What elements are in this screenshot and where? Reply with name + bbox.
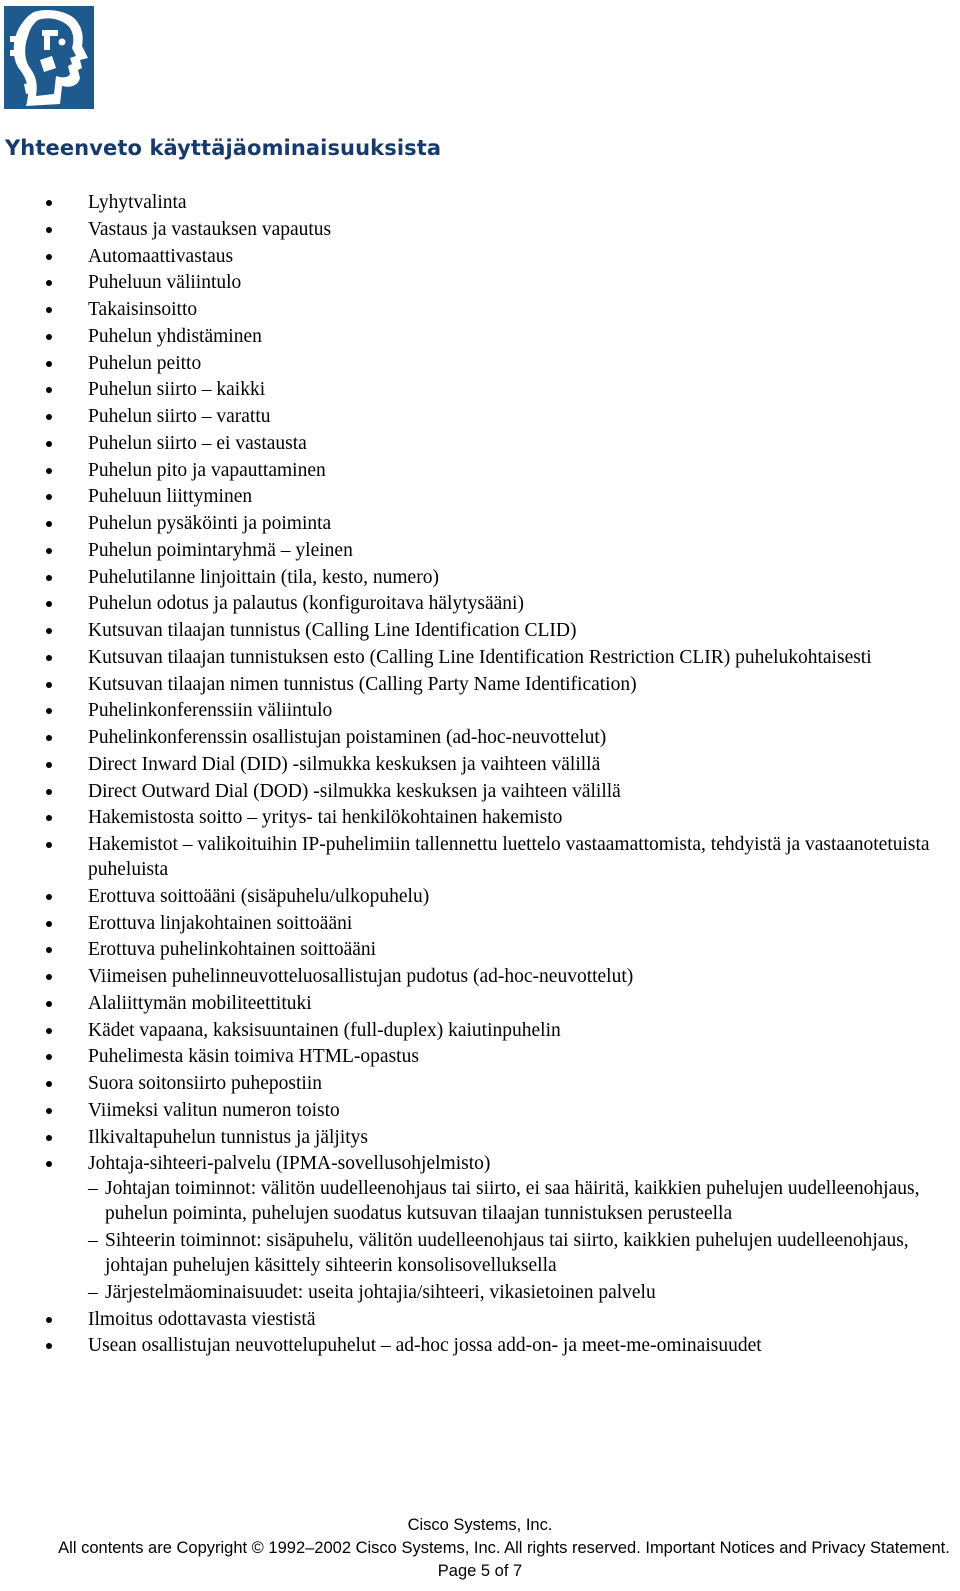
list-item [0, 1307, 960, 1332]
bullet-icon [46, 735, 52, 741]
bullet-icon [46, 974, 52, 980]
sub-list-item-text: Sihteerin toiminnot: sisäpuhelu, välitön uudelleenohjaus tai siirto, kaikkien puhelujen uudelleenohjaus, johtajan puhelujen käsittely sihteerin konsolisovelluksella [105, 1230, 909, 1276]
bullet-icon [46, 894, 52, 900]
list-item-text: Puhelun yhdistäminen [88, 325, 262, 347]
bullet-icon [46, 655, 52, 661]
dash-marker: – [88, 1178, 98, 1200]
bullet-icon [46, 1108, 52, 1114]
bullet-icon [46, 307, 52, 313]
list-item-text: Puhelun pysäköinti ja poiminta [88, 513, 332, 534]
list-item-text: Kutsuvan tilaajan tunnistuksen esto (Calling Line Identification Restriction CLIR) puhelukohtaisesti [88, 646, 872, 668]
bullet-icon [46, 334, 52, 340]
bullet-icon [46, 200, 52, 206]
list-item [0, 565, 960, 590]
bullet-icon [46, 1054, 52, 1060]
list-item [0, 884, 960, 909]
list-item-text: Puhelinkonferenssin osallistujan poistaminen (ad-hoc-neuvottelut) [88, 727, 607, 748]
list-item-text: Hakemistot – valikoituihin IP-puhelimiin tallennettu luettelo vastaamattomista, tehdyistä ja vastaanotetuista puheluista [88, 834, 930, 880]
sub-list [88, 1176, 946, 1305]
list-item [0, 538, 960, 563]
list-item-text: Puheluun liittyminen [88, 486, 253, 508]
list-item [0, 511, 960, 536]
list-item [0, 431, 960, 456]
list-item-text: Johtaja-sihteeri-palvelu (IPMA-sovellusohjelmisto) [88, 1153, 491, 1175]
list-item [0, 458, 960, 483]
list-item-text: Puhelinkonferenssiin väliintulo [88, 700, 333, 722]
list-item [0, 725, 960, 750]
sub-list-item [88, 1176, 946, 1226]
list-item [0, 832, 960, 882]
bullet-icon [46, 1028, 52, 1034]
sub-list-item [88, 1228, 946, 1278]
list-item [0, 1098, 960, 1123]
list-item [0, 1071, 960, 1096]
footer-company: Cisco Systems, Inc. [407, 1516, 553, 1534]
list-item-text: Puhelimesta käsin toimiva HTML-opastus [88, 1046, 419, 1068]
list-item-text: Erottuva linjakohtainen soittoääni [88, 912, 353, 934]
bullet-icon [46, 1081, 52, 1087]
list-item [0, 1333, 960, 1358]
sub-list-item-text: Järjestelmäominaisuudet: useita johtajia/sihteeri, vikasietoinen palvelu [105, 1281, 656, 1303]
list-item [0, 297, 960, 322]
list-item-text: Direct Outward Dial (DOD) -silmukka keskuksen ja vaihteen välillä [88, 780, 621, 802]
bullet-icon [46, 521, 52, 527]
list-item-text: Kutsuvan tilaajan nimen tunnistus (Calling Party Name Identification) [88, 673, 637, 695]
sub-list-item-text: Johtajan toiminnot: välitön uudelleenohjaus tai siirto, ei saa häiritä, kaikkien puhelujen uudelleenohjaus, puhelun poiminta, puhelujen suodatus kutsuvan tilaajan tunnistuksen perusteella [105, 1178, 920, 1225]
list-item [0, 217, 960, 242]
list-item-text: Puhelutilanne linjoittain (tila, kesto, numero) [88, 566, 439, 588]
list-item [0, 1125, 960, 1150]
list-item-text: Puhelun poimintaryhmä – yleinen [88, 539, 353, 561]
list-item-text: Viimeisen puhelinneuvotteluosallistujan pudotus (ad-hoc-neuvottelut) [88, 966, 634, 987]
list-item [0, 1018, 960, 1043]
list-item-text: Kädet vapaana, kaksisuuntainen (full-duplex) kaiutinpuhelin [88, 1019, 561, 1041]
list-item [0, 618, 960, 643]
list-item [0, 805, 960, 830]
list-item [0, 484, 960, 509]
footer-copyright: All contents are Copyright © 1992–2002 Cisco Systems, Inc. All rights reserved. Important Notices and Privacy Statement. [58, 1539, 950, 1557]
list-item [0, 244, 960, 269]
list-item-text: Takaisinsoitto [88, 299, 198, 320]
list-item [0, 672, 960, 697]
bullet-icon [46, 387, 52, 393]
list-item-text: Viimeksi valitun numeron toisto [88, 1099, 340, 1121]
list-item-text: Puhelun odotus ja palautus (konfiguroitava hälytysääni) [88, 593, 524, 615]
sub-list-item [88, 1280, 946, 1305]
bullet-icon [46, 628, 52, 634]
list-item-text: Hakemistosta soitto – yritys- tai henkilökohtainen hakemisto [88, 807, 563, 829]
list-item [0, 1044, 960, 1069]
bullet-icon [46, 1343, 52, 1349]
bullet-icon [46, 1001, 52, 1007]
bullet-icon [46, 682, 52, 688]
list-item [0, 645, 960, 670]
bullet-icon [46, 762, 52, 768]
list-item-text: Ilmoitus odottavasta viestistä [88, 1308, 316, 1330]
list-item-text: Usean osallistujan neuvottelupuhelut – ad-hoc jossa add-on- ja meet-me-ominaisuudet [88, 1335, 762, 1357]
list-item [0, 752, 960, 777]
cisco-face-logo-icon [4, 6, 94, 109]
list-item-text: Puhelun pito ja vapauttaminen [88, 459, 326, 481]
list-item [0, 964, 960, 989]
dash-marker: – [88, 1230, 98, 1251]
bullet-icon [46, 494, 52, 500]
list-item-text: Puhelun peitto [88, 352, 202, 374]
bullet-icon [46, 280, 52, 286]
list-item [0, 324, 960, 349]
bullet-icon [46, 708, 52, 714]
list-item [0, 270, 960, 295]
list-item [0, 937, 960, 962]
bullet-icon [46, 441, 52, 447]
list-item-text: Kutsuvan tilaajan tunnistus (Calling Line Identification CLID) [88, 620, 577, 641]
list-item [0, 779, 960, 804]
bullet-icon [46, 361, 52, 367]
list-item [0, 991, 960, 1016]
list-item-text: Puhelun siirto – kaikki [88, 379, 266, 401]
list-item [0, 190, 960, 215]
bullet-icon [46, 947, 52, 953]
bullet-icon [46, 1317, 52, 1323]
list-item-text: Puheluun väliintulo [88, 272, 242, 294]
bullet-icon [46, 575, 52, 581]
list-item [0, 1151, 960, 1305]
bullet-icon [46, 921, 52, 927]
bullet-icon [46, 601, 52, 607]
page-title: Yhteenveto käyttäjäominaisuuksista [5, 136, 442, 160]
list-item-text: Puhelun siirto – varattu [88, 406, 271, 427]
list-item [0, 404, 960, 429]
bullet-icon [46, 548, 52, 554]
list-item [0, 351, 960, 376]
list-item [0, 698, 960, 723]
list-item [0, 591, 960, 616]
bullet-icon [46, 254, 52, 260]
list-item-text: Erottuva soittoääni (sisäpuhelu/ulkopuhelu) [88, 885, 430, 907]
list-item-text: Erottuva puhelinkohtainen soittoääni [88, 939, 377, 961]
list-item-text: Automaattivastaus [88, 245, 234, 267]
bullet-icon [46, 842, 52, 848]
list-item [0, 911, 960, 936]
list-item-text: Direct Inward Dial (DID) -silmukka keskuksen ja vaihteen välillä [88, 753, 601, 775]
feature-list [0, 190, 960, 1360]
list-item-text: Alaliittymän mobiliteettituki [88, 992, 312, 1014]
list-item [0, 377, 960, 402]
bullet-icon [46, 227, 52, 233]
bullet-icon [46, 1135, 52, 1141]
bullet-icon [46, 789, 52, 795]
list-item-text: Vastaus ja vastauksen vapautus [88, 218, 332, 240]
bullet-icon [46, 815, 52, 821]
list-item-text: Lyhytvalinta [88, 192, 187, 213]
bullet-icon [46, 414, 52, 420]
bullet-icon [46, 1161, 52, 1167]
dash-marker: – [88, 1281, 98, 1303]
list-item-text: Ilkivaltapuhelun tunnistus ja jäljitys [88, 1126, 369, 1148]
bullet-icon [46, 468, 52, 474]
list-item-text: Puhelun siirto – ei vastausta [88, 432, 307, 454]
list-item-text: Suora soitonsiirto puhepostiin [88, 1073, 322, 1094]
footer-page-number: Page 5 of 7 [437, 1562, 523, 1580]
